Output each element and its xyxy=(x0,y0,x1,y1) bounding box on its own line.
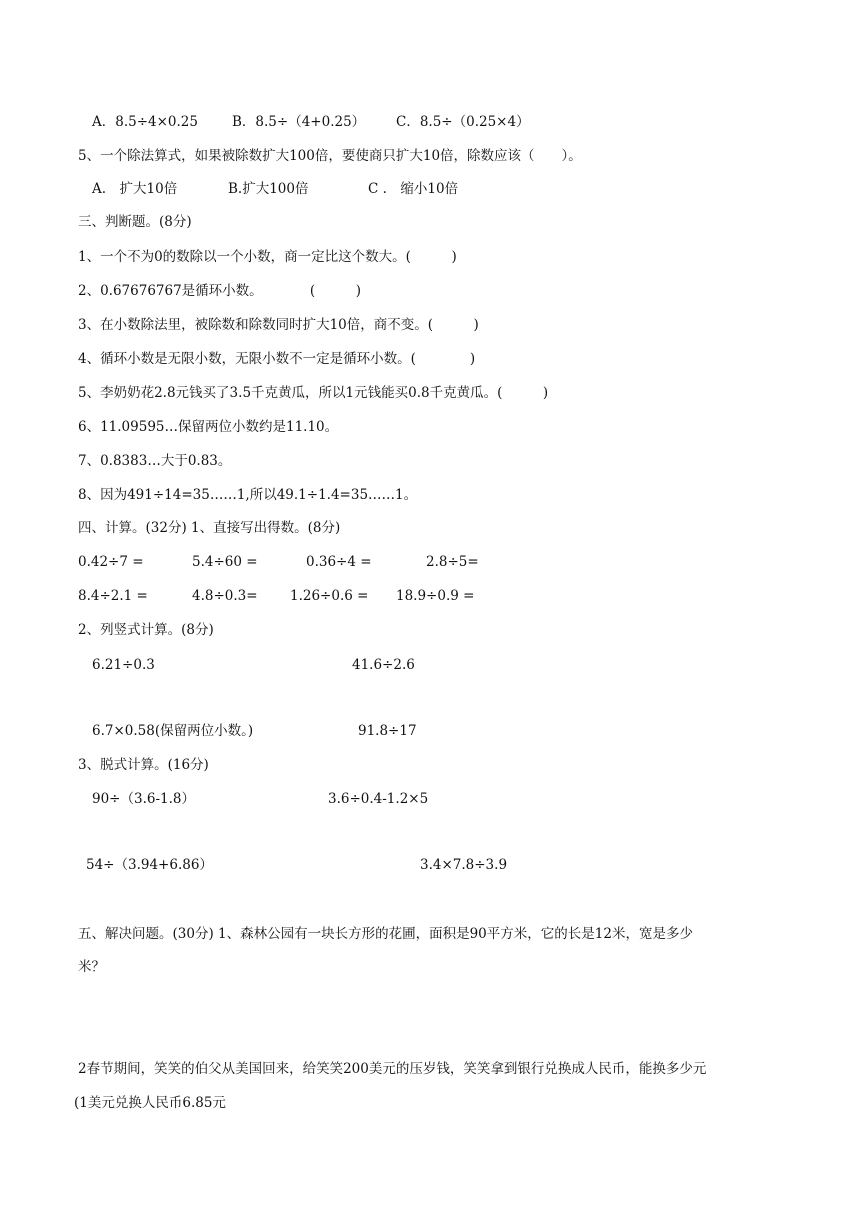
section5-title: 五、解决问题。(30分) 1、森林公园有一块长方形的花圃，面积是90平方米，它的长是12米，宽是多少 xyxy=(78,926,693,942)
direct-calc-8: 18.9÷0.9 = xyxy=(396,588,475,604)
tf-item-3: 3、在小数除法里，被除数和除数同时扩大10倍，商不变。( ) xyxy=(78,317,479,333)
problem2-line1: 2春节期间，笑笑的伯父从美国回来，给笑笑200美元的压岁钱，笑笑拿到银行兑换成人民币，能换多少元 xyxy=(78,1061,707,1077)
q5-option-b: B.扩大100倍 xyxy=(228,181,309,197)
step-calc-2: 3.6÷0.4-1.2×5 xyxy=(328,791,429,807)
direct-calc-5: 8.4÷2.1 = xyxy=(78,588,148,604)
q5-option-a: A. 扩大10倍 xyxy=(92,181,178,197)
vertical-calc-title: 2、列竖式计算。(8分) xyxy=(78,622,214,638)
step-calc-4: 3.4×7.8÷3.9 xyxy=(420,857,508,873)
tf-item-5: 5、李奶奶花2.8元钱买了3.5千克黄瓜，所以1元钱能买0.8千克黄瓜。( ) xyxy=(78,385,549,401)
direct-calc-2: 5.4÷60 = xyxy=(192,554,258,570)
step-calc-1: 90÷（3.6-1.8） xyxy=(92,791,195,807)
tf-item-6: 6、11.09595…保留两位小数约是11.10。 xyxy=(78,419,339,435)
problem1-continued: 米？ xyxy=(78,959,105,975)
step-calc-3: 54÷（3.94+6.86） xyxy=(86,857,213,873)
direct-calc-6: 4.8÷0.3= xyxy=(192,588,258,604)
step-calc-title: 3、脱式计算。(16分) xyxy=(78,757,209,773)
problem2-line2: (1美元兑换人民币6.85元 xyxy=(74,1095,226,1111)
vertical-calc-4: 91.8÷17 xyxy=(358,723,417,739)
q4-option-c: C．8.5÷（0.25×4） xyxy=(396,114,530,130)
q4-option-a: A．8.5÷4×0.25 xyxy=(92,114,198,130)
direct-calc-3: 0.36÷4 = xyxy=(306,554,372,570)
q4-option-b: B．8.5÷（4+0.25） xyxy=(232,114,366,130)
direct-calc-1: 0.42÷7 = xyxy=(78,554,144,570)
tf-item-7: 7、0.8383…大于0.83。 xyxy=(78,453,232,469)
tf-item-4: 4、循环小数是无限小数，无限小数不一定是循环小数。( ) xyxy=(78,351,476,367)
q5-stem: 5、一个除法算式，如果被除数扩大100倍，要使商只扩大10倍，除数应该（ ）。 xyxy=(78,148,582,164)
vertical-calc-2: 41.6÷2.6 xyxy=(352,657,415,673)
direct-calc-4: 2.8÷5= xyxy=(426,554,479,570)
tf-item-8: 8、因为491÷14=35……1,所以49.1÷1.4=35……1。 xyxy=(78,487,418,503)
direct-calc-7: 1.26÷0.6 = xyxy=(290,588,369,604)
vertical-calc-3: 6.7×0.58(保留两位小数。) xyxy=(92,723,254,739)
tf-item-1: 1、一个不为0的数除以一个小数，商一定比这个数大。( ) xyxy=(78,249,457,265)
tf-item-2: 2、0.67676767是循环小数。 ( ) xyxy=(78,283,361,299)
section4-title: 四、计算。(32分) 1、直接写出得数。(8分) xyxy=(78,520,341,536)
q5-option-c: C . 缩小10倍 xyxy=(368,181,459,197)
section3-title: 三、判断题。(8分) xyxy=(78,214,192,230)
vertical-calc-1: 6.21÷0.3 xyxy=(92,657,155,673)
